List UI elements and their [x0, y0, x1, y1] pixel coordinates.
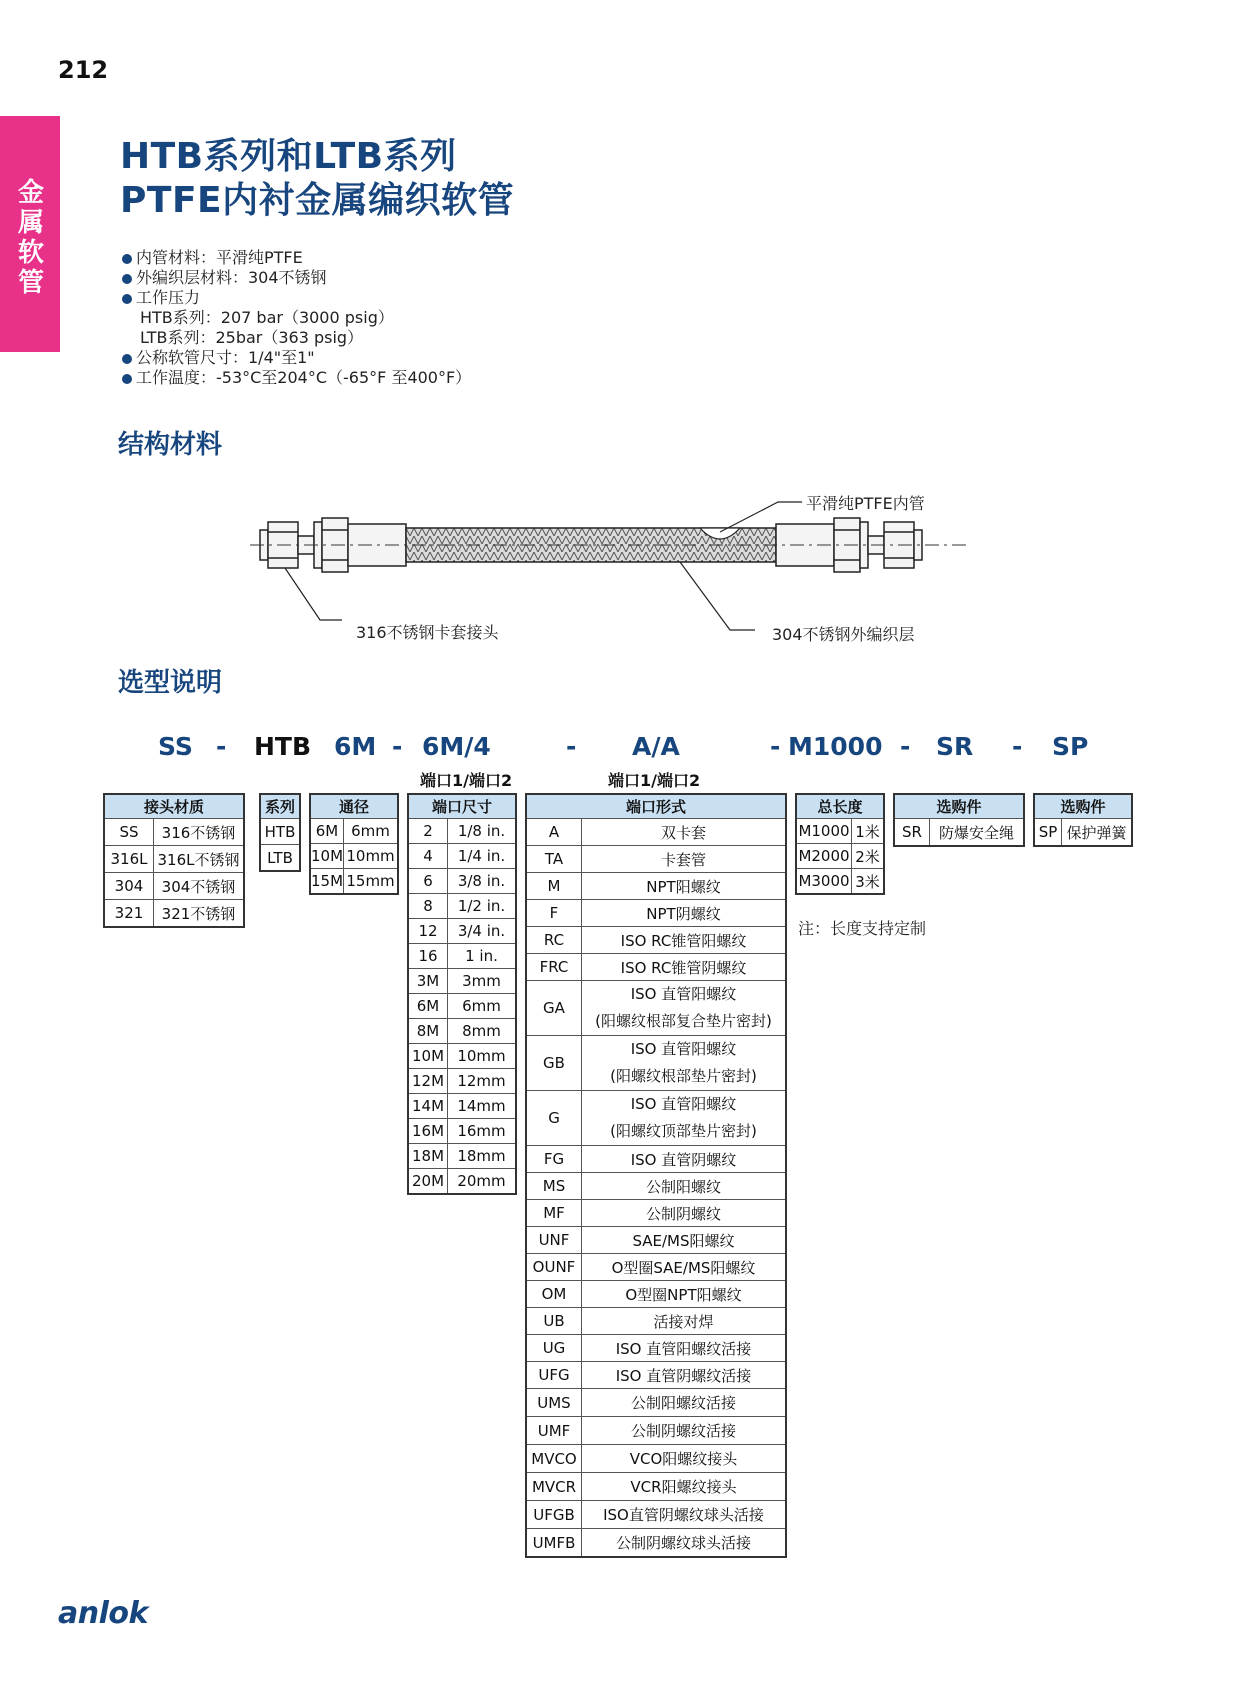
table-row: 4 1/4 in. — [409, 844, 516, 869]
table-row: 321 321不锈钢 — [105, 900, 244, 927]
table-row: 316L 316L不锈钢 — [105, 846, 244, 873]
side-tab-label: 金属软管 — [17, 178, 44, 298]
table-row: 6M 6mm — [311, 819, 398, 844]
table-row: 18M 18mm — [409, 1144, 516, 1169]
code-dash: - — [770, 732, 781, 761]
table-row: UNF SAE/MS阳螺纹 — [527, 1227, 786, 1254]
table-header: 端口尺寸 — [409, 795, 516, 819]
table-row: F NPT阴螺纹 — [527, 900, 786, 927]
table-header: 选购件 — [1035, 795, 1132, 819]
port-label: 端口1/端口2 — [420, 771, 513, 790]
table-row: HTB — [261, 819, 300, 845]
bullet-icon — [122, 354, 132, 364]
section-title-structure: 结构材料 — [118, 430, 223, 460]
page-title-line2: PTFE内衬金属编织软管 — [120, 180, 515, 221]
material-table — [104, 794, 244, 927]
brand-logo: anlok — [58, 1596, 148, 1631]
spec-list — [122, 248, 471, 388]
table-row: 8M 8mm — [409, 1019, 516, 1044]
page-title-line1: HTB系列和LTB系列 — [120, 136, 457, 177]
table-row: 12 3/4 in. — [409, 919, 516, 944]
table-row: M NPT阳螺纹 — [527, 873, 786, 900]
table-row: UMS 公制阳螺纹活接 — [527, 1389, 786, 1417]
table-row: UFGB ISO直管阴螺纹球头活接 — [527, 1501, 786, 1529]
table-row: 14M 14mm — [409, 1094, 516, 1119]
code-dash: - — [216, 732, 227, 761]
bullet-icon — [122, 294, 132, 304]
page-number: 212 — [58, 56, 109, 84]
table-row: UMF 公制阴螺纹活接 — [527, 1417, 786, 1445]
table-row: 2 1/8 in. — [409, 819, 516, 844]
table-row: UMFB 公制阴螺纹球头活接 — [527, 1529, 786, 1557]
table-header: 选购件 — [895, 795, 1024, 819]
table-row: OM O型圈NPT阳螺纹 — [527, 1281, 786, 1308]
table-row: 10M 10mm — [409, 1044, 516, 1069]
table-row: 16 1 in. — [409, 944, 516, 969]
table-row: TA 卡套管 — [527, 846, 786, 873]
length-table — [796, 794, 884, 894]
table-row: 6 3/8 in. — [409, 869, 516, 894]
spec-item: 公称软管尺寸：1/4"至1" — [122, 348, 471, 368]
section-title-selection: 选型说明 — [118, 668, 223, 698]
option2-table — [1034, 794, 1132, 846]
code-dash: - — [566, 732, 577, 761]
table-row: SP 保护弹簧 — [1035, 819, 1132, 846]
table-row: UB 活接对焊 — [527, 1308, 786, 1335]
option1-table — [894, 794, 1024, 846]
label-fitting: 316不锈钢卡套接头 — [356, 623, 499, 642]
bullet-icon — [122, 274, 132, 284]
table-row: LTB — [261, 845, 300, 871]
table-row: MVCR VCR阳螺纹接头 — [527, 1473, 786, 1501]
code-port-type: A/A — [632, 732, 680, 761]
spec-item: 外编织层材料：304不锈钢 — [122, 268, 471, 288]
table-row: 3M 3mm — [409, 969, 516, 994]
table-row: FRC ISO RC锥管阴螺纹 — [527, 954, 786, 981]
table-row: GA ISO 直管阳螺纹 (阳螺纹根部复合垫片密封) — [527, 981, 786, 1036]
table-row: RC ISO RC锥管阳螺纹 — [527, 927, 786, 954]
table-header: 通径 — [311, 795, 398, 819]
table-row: MF 公制阴螺纹 — [527, 1200, 786, 1227]
table-row: 10M 10mm — [311, 844, 398, 869]
code-length: M1000 — [788, 732, 883, 761]
code-dash: - — [900, 732, 911, 761]
bore-table — [310, 794, 398, 894]
table-header: 接头材质 — [105, 795, 244, 819]
port-label: 端口1/端口2 — [608, 771, 701, 790]
code-dash: - — [392, 732, 403, 761]
table-row: 15M 15mm — [311, 869, 398, 894]
table-header: 端口形式 — [527, 795, 786, 819]
code-port-size: 6M/4 — [422, 732, 491, 761]
spec-subitem: HTB系列：207 bar（3000 psig） — [140, 308, 394, 327]
bullet-icon — [122, 254, 132, 264]
table-row: MS 公制阳螺纹 — [527, 1173, 786, 1200]
label-braid: 304不锈钢外编织层 — [772, 625, 915, 644]
code-dash: - — [1012, 732, 1023, 761]
table-row: MVCO VCO阳螺纹接头 — [527, 1445, 786, 1473]
code-option1: SR — [936, 732, 974, 761]
port-type-table — [526, 794, 786, 1557]
table-row: M1000 1米 — [797, 819, 884, 844]
table-row: A 双卡套 — [527, 819, 786, 846]
table-row: UG ISO 直管阳螺纹活接 — [527, 1335, 786, 1362]
table-row: GB ISO 直管阳螺纹 (阳螺纹根部垫片密封) — [527, 1036, 786, 1091]
spec-subitem: LTB系列：25bar（363 psig） — [140, 328, 364, 347]
spec-item: 工作压力 — [122, 288, 471, 308]
spec-item: 工作温度：-53°C至204°C（-65°F 至400°F） — [122, 368, 471, 388]
table-row: 16M 16mm — [409, 1119, 516, 1144]
table-row: UFG ISO 直管阴螺纹活接 — [527, 1362, 786, 1389]
table-row: FG ISO 直管阴螺纹 — [527, 1146, 786, 1173]
code-option2: SP — [1052, 732, 1089, 761]
port-size-table — [408, 794, 516, 1194]
table-row: 20M 20mm — [409, 1169, 516, 1194]
code-series: HTB — [254, 732, 312, 761]
series-table — [260, 794, 300, 871]
table-row: 6M 6mm — [409, 994, 516, 1019]
table-row: G ISO 直管阳螺纹 (阳螺纹顶部垫片密封) — [527, 1091, 786, 1146]
bullet-icon — [122, 374, 132, 384]
table-row: 12M 12mm — [409, 1069, 516, 1094]
table-row: SR 防爆安全绳 — [895, 819, 1024, 846]
table-header: 系列 — [261, 795, 300, 819]
table-row: 304 304不锈钢 — [105, 873, 244, 900]
table-row: M2000 2米 — [797, 844, 884, 869]
spec-item: 内管材料：平滑纯PTFE — [122, 248, 471, 268]
table-row: SS 316不锈钢 — [105, 819, 244, 846]
length-note: 注：长度支持定制 — [798, 919, 927, 938]
code-bore: 6M — [334, 732, 377, 761]
table-row: OUNF O型圈SAE/MS阳螺纹 — [527, 1254, 786, 1281]
table-row: 8 1/2 in. — [409, 894, 516, 919]
table-row: M3000 3米 — [797, 869, 884, 894]
code-material: SS — [158, 732, 193, 761]
label-ptfe-tube: 平滑纯PTFE内管 — [806, 494, 925, 513]
table-header: 总长度 — [797, 795, 884, 819]
